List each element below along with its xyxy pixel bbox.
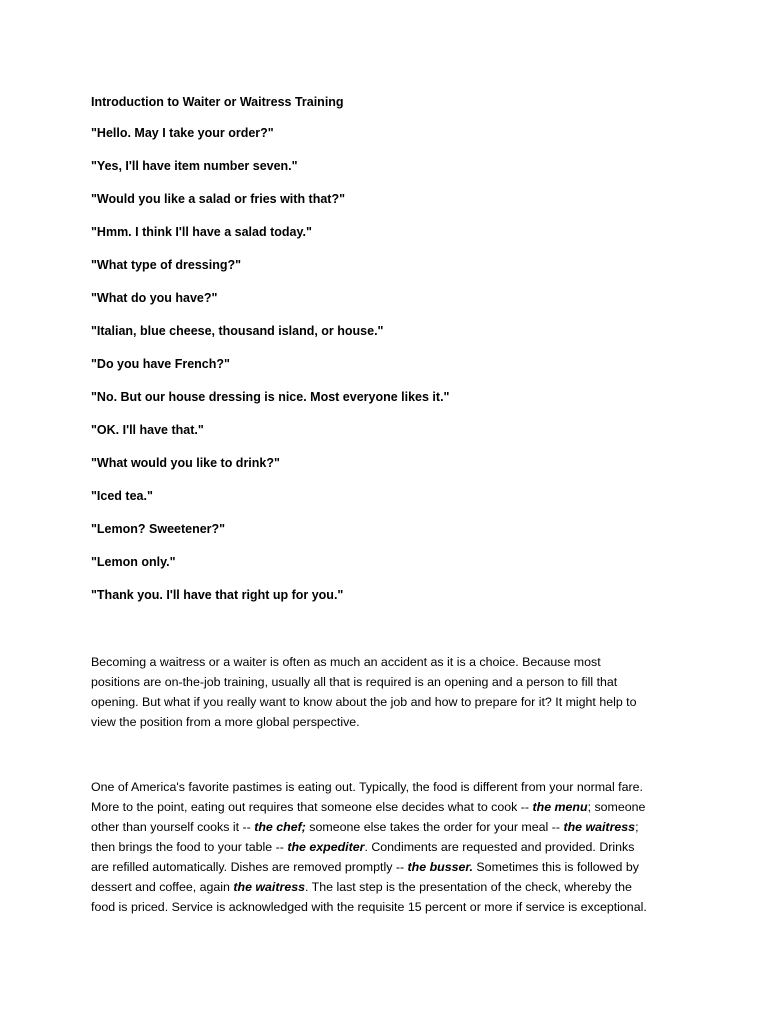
- emphasis-menu: the menu: [532, 800, 588, 814]
- dialogue-line: "Thank you. I'll have that right up for you.": [91, 588, 344, 602]
- dialogue-section: [91, 94, 651, 620]
- emphasis-expediter: the expediter: [287, 840, 365, 854]
- paragraph-text: Sometimes this is followed by dessert and coffee, again: [91, 860, 639, 894]
- paragraph-text: ; someone other than yourself cooks it --: [91, 800, 646, 834]
- dialogue-line: "Yes, I'll have item number seven.": [91, 159, 298, 173]
- document-title: Introduction to Waiter or Waitress Training: [91, 95, 344, 109]
- emphasis-busser: the busser.: [407, 860, 473, 874]
- paragraph-text: ; then brings the food to your table --: [91, 820, 639, 854]
- paragraph-text: One of America's favorite pastimes is eating out. Typically, the food is different from your normal fare. More to the point, eating out requires that someone else decides what to cook --: [91, 780, 643, 814]
- dialogue-line: "Hmm. I think I'll have a salad today.": [91, 225, 312, 239]
- paragraph-text: . Condiments are requested and provided. Drinks are refilled automatically. Dishes are removed promptly --: [91, 840, 635, 874]
- dialogue-line: "What type of dressing?": [91, 258, 242, 272]
- emphasis-waitress-again: the waitress: [233, 880, 305, 894]
- dialogue-line: "Hello. May I take your order?": [91, 126, 274, 140]
- dialogue-line: "Lemon? Sweetener?": [91, 522, 226, 536]
- dialogue-line: "No. But our house dressing is nice. Most everyone likes it.": [91, 390, 450, 404]
- pastimes-paragraph: [91, 777, 651, 917]
- dialogue-line: "What do you have?": [91, 291, 218, 305]
- dialogue-line: "OK. I'll have that.": [91, 423, 204, 437]
- dialogue-line: "What would you like to drink?": [91, 456, 280, 470]
- dialogue-line: "Lemon only.": [91, 555, 176, 569]
- emphasis-waitress: the waitress: [563, 820, 636, 834]
- emphasis-chef: the chef;: [254, 820, 306, 834]
- dialogue-line: "Do you have French?": [91, 357, 230, 371]
- dialogue-line: "Iced tea.": [91, 489, 153, 503]
- paragraph-text: . The last step is the presentation of the check, whereby the food is priced. Service is acknowledged with the requisite 15 percent or more if service is exceptional.: [91, 880, 647, 914]
- intro-paragraph: Becoming a waitress or a waiter is often as much an accident as it is a choice. Because most positions are on-the-job training, usually all that is required is an opening and a person to fill that opening. But what if you really want to know about the job and how to prepare for it? It might help to view the position from a more global perspective.: [91, 655, 637, 729]
- paragraph-text: someone else takes the order for your meal --: [305, 820, 564, 834]
- dialogue-line: "Would you like a salad or fries with that?": [91, 192, 346, 206]
- dialogue-line: "Italian, blue cheese, thousand island, or house.": [91, 324, 384, 338]
